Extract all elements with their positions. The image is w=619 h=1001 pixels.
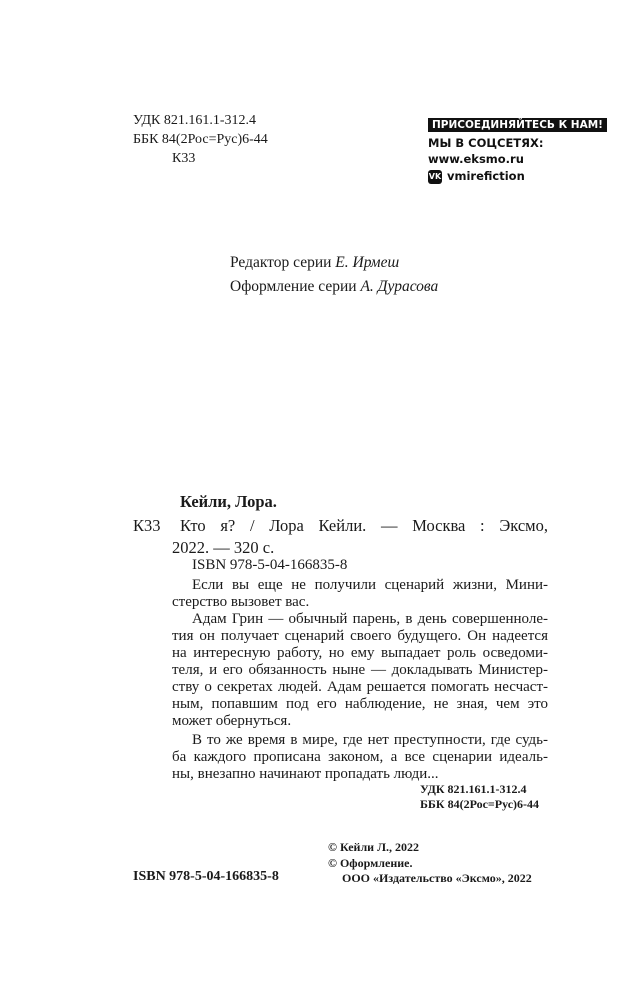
udk-top: УДК 821.161.1-312.4 <box>133 113 257 128</box>
bib-year: 2022. — 320 с. <box>172 538 275 557</box>
credit-name: Е. Ирмеш <box>335 254 400 271</box>
annotation-line: Адам Грин — обычный парень, в день совершенноле- <box>192 611 548 627</box>
annotation-line: на интересную работу, но ему выпадает роль осведоми- <box>172 645 548 661</box>
annotation-line: ба каждого прописана законом, а все сценарии идеаль- <box>172 749 548 765</box>
author-mark-top: К33 <box>172 151 196 166</box>
vk-handle: vmirefiction <box>447 169 525 183</box>
credit-name: А. Дурасова <box>360 278 439 295</box>
series-design <box>230 278 438 296</box>
annotation-line: стерство вызовет вас. <box>172 594 310 610</box>
copyright-author: © Кейли Л., 2022 <box>328 840 420 854</box>
vk-link[interactable] <box>428 169 525 184</box>
footer-isbn: ISBN 978-5-04-166835-8 <box>133 869 279 884</box>
bib-code: К33 <box>133 516 161 535</box>
udk-bottom: УДК 821.161.1-312.4 <box>420 782 527 796</box>
annotation-line: тия он получает сценарий своего будущего. Он надеется <box>172 628 548 644</box>
annotation-line: теля, и его обязанность ныне — докладывать Министер- <box>172 662 548 678</box>
series-editor <box>230 254 399 272</box>
annotation-line: может обернуться. <box>172 713 292 729</box>
annotation-line: Если вы еще не получили сценарий жизни, Мини- <box>192 577 548 593</box>
annotation-line: В то же время в мире, где нет преступности, где судь- <box>192 732 548 748</box>
bib-title: Кто я? / Лора Кейли. — Москва : Эксмо, <box>180 516 548 535</box>
bib-author: Кейли, Лора. <box>180 492 277 511</box>
credit-label: Редактор серии <box>230 254 336 271</box>
bib-isbn: ISBN 978-5-04-166835-8 <box>192 557 348 573</box>
annotation-line: ным, попавшим под его наблюдение, не зная, чем это <box>172 696 548 712</box>
annotation-line: ству о секретах людей. Адам решается помогать несчаст- <box>172 679 548 695</box>
annotation-line: ны, внезапно начинают пропадать люди... <box>172 766 439 782</box>
website-link[interactable]: www.eksmo.ru <box>428 152 524 166</box>
join-us-banner: ПРИСОЕДИНЯЙТЕСЬ К НАМ! <box>428 118 607 132</box>
bbk-top: ББК 84(2Рос=Рус)6-44 <box>133 132 268 147</box>
bbk-bottom: ББК 84(2Рос=Рус)6-44 <box>420 797 540 811</box>
vk-icon: VK <box>428 170 442 184</box>
credit-label: Оформление серии <box>230 278 361 295</box>
social-heading: МЫ В СОЦСЕТЯХ: <box>428 136 544 150</box>
publisher: ООО «Издательство «Эксмо», 2022 <box>342 871 532 885</box>
copyright-design: © Оформление. <box>328 856 413 870</box>
